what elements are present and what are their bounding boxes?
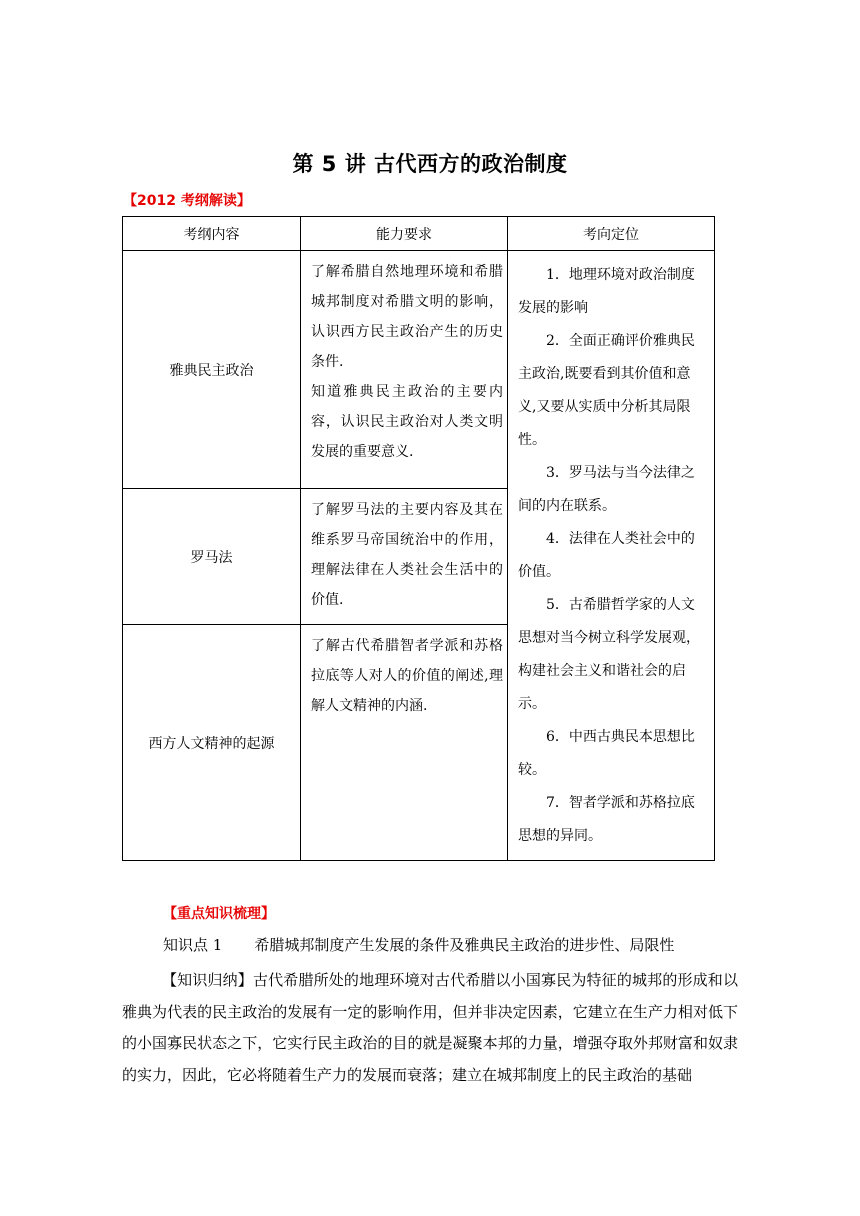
summary-text: 古代希腊所处的地理环境对古代希腊以小国寡民为特征的城邦的形成和以雅典为代表的民主政治的发展有一定的影响作用，但并非决定因素，它建立在生产力相对低下的小国寡民状态之下，它实行民主政治的目的就是凝聚本邦的力量，增强夺取外邦财富和奴隶的实力，因此，它必将随着生产力的发展而衰落；建立在城邦制度上的民主政治的基础: [122, 971, 738, 1084]
orientation-item: 4．法律在人类社会中的价值。: [518, 531, 695, 580]
table-row: [123, 251, 715, 489]
orientation-item: 2．全面正确评价雅典民主政治,既要看到其价值和意义,又要从实质中分析其局限性。: [518, 333, 695, 448]
orientation-item: 7．智者学派和苏格拉底思想的异同。: [518, 795, 695, 844]
orientation-item: 6．中西古典民本思想比较。: [518, 729, 695, 778]
key-knowledge-heading: 【重点知识梳理】: [163, 906, 275, 922]
header-cell: 考纲内容: [123, 217, 301, 251]
summary-label: 【知识归纳】: [162, 971, 253, 989]
ability-cell: [301, 251, 508, 489]
header-cell: 考向定位: [508, 217, 715, 251]
topic-cell: 西方人文精神的起源: [123, 625, 301, 861]
orientation-item: 5．古希腊哲学家的人文思想对当今树立科学发展观，构建社会主义和谐社会的启示。: [518, 597, 700, 712]
ability-text: 了解希腊自然地理环境和希腊城邦制度对希腊文明的影响，认识西方民主政治产生的历史条件.: [311, 264, 503, 370]
ability-cell: [301, 489, 508, 625]
ability-text: 了解罗马法的主要内容及其在维系罗马帝国统治中的作用，理解法律在人类社会生活中的价值.: [311, 502, 503, 608]
orientation-item: 3．罗马法与当今法律之间的内在联系。: [518, 465, 695, 514]
syllabus-table: [122, 216, 715, 861]
topic-cell: 罗马法: [123, 489, 301, 625]
knowledge-point-text: 希腊城邦制度产生发展的条件及雅典民主政治的进步性、局限性: [254, 936, 675, 954]
table-header-row: [123, 217, 715, 251]
syllabus-heading: 【2012 考纲解读】: [123, 193, 251, 209]
ability-cell: [301, 625, 508, 861]
summary-paragraph: [122, 965, 738, 1091]
orientation-item: 1．地理环境对政治制度发展的影响: [518, 267, 695, 316]
ability-text: 知道雅典民主政治的主要内容，认识民主政治对人类文明发展的重要意义.: [311, 384, 503, 460]
header-cell: 能力要求: [301, 217, 508, 251]
knowledge-point-label: 知识点 1: [163, 936, 223, 954]
knowledge-point: [163, 934, 674, 955]
orientation-cell: [508, 251, 715, 861]
page-title: 第 5 讲 古代西方的政治制度: [292, 152, 568, 176]
ability-text: 了解古代希腊智者学派和苏格拉底等人对人的价值的阐述,理解人文精神的内涵.: [311, 638, 503, 714]
topic-cell: 雅典民主政治: [123, 251, 301, 489]
